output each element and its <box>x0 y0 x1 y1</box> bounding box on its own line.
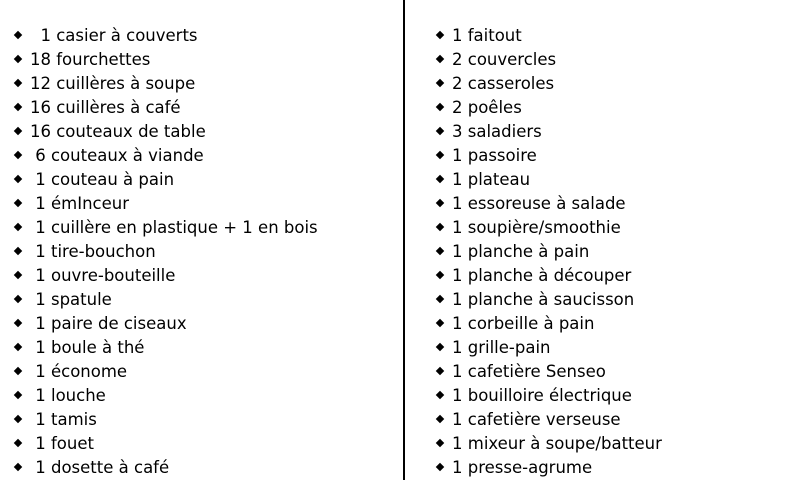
list-item <box>14 23 394 47</box>
diamond-bullet-icon <box>14 343 22 351</box>
list-item <box>436 383 796 407</box>
diamond-bullet-icon <box>436 415 444 423</box>
list-item <box>14 263 394 287</box>
item-label: 1 mixeur à soupe/batteur <box>452 433 662 453</box>
diamond-bullet-icon <box>14 31 22 39</box>
diamond-bullet-icon <box>436 271 444 279</box>
list-item <box>14 191 394 215</box>
item-label: 1 dosette à café <box>30 457 170 477</box>
list-item <box>436 407 796 431</box>
item-label: 12 cuillères à soupe <box>30 73 196 93</box>
item-label: 1 économe <box>30 361 128 381</box>
diamond-bullet-icon <box>436 103 444 111</box>
diamond-bullet-icon <box>14 247 22 255</box>
diamond-bullet-icon <box>436 199 444 207</box>
list-item <box>436 143 796 167</box>
diamond-bullet-icon <box>436 175 444 183</box>
diamond-bullet-icon <box>436 127 444 135</box>
list-item <box>14 383 394 407</box>
item-label: 1 fouet <box>30 433 94 453</box>
item-label: 1 louche <box>30 385 106 405</box>
list-item <box>436 239 796 263</box>
item-label: 1 boule à thé <box>30 337 145 357</box>
list-item <box>14 359 394 383</box>
diamond-bullet-icon <box>436 439 444 447</box>
item-label: 1 planche à saucisson <box>452 289 635 309</box>
list-item <box>436 167 796 191</box>
diamond-bullet-icon <box>14 463 22 471</box>
diamond-bullet-icon <box>14 223 22 231</box>
column-divider <box>403 0 405 480</box>
list-item <box>14 455 394 479</box>
list-item <box>436 287 796 311</box>
list-item <box>436 311 796 335</box>
list-item <box>14 239 394 263</box>
item-label: 6 couteaux à viande <box>30 145 204 165</box>
diamond-bullet-icon <box>436 319 444 327</box>
diamond-bullet-icon <box>436 367 444 375</box>
diamond-bullet-icon <box>14 367 22 375</box>
list-item <box>14 215 394 239</box>
diamond-bullet-icon <box>436 31 444 39</box>
list-item <box>436 215 796 239</box>
item-label: 16 couteaux de table <box>30 121 206 141</box>
list-item <box>436 263 796 287</box>
item-label: 1 paire de ciseaux <box>30 313 187 333</box>
list-item <box>436 119 796 143</box>
item-label: 1 spatule <box>30 289 112 309</box>
item-label: 1 grille-pain <box>452 337 551 357</box>
diamond-bullet-icon <box>436 295 444 303</box>
item-label: 1 plateau <box>452 169 531 189</box>
diamond-bullet-icon <box>14 79 22 87</box>
list-item <box>14 287 394 311</box>
list-item <box>436 335 796 359</box>
item-label: 1 corbeille à pain <box>452 313 595 333</box>
list-item <box>436 95 796 119</box>
diamond-bullet-icon <box>14 55 22 63</box>
item-label: 1 soupière/smoothie <box>452 217 621 237</box>
diamond-bullet-icon <box>14 103 22 111</box>
item-label: 1 bouilloire électrique <box>452 385 632 405</box>
diamond-bullet-icon <box>14 271 22 279</box>
diamond-bullet-icon <box>436 79 444 87</box>
diamond-bullet-icon <box>14 391 22 399</box>
list-item <box>14 431 394 455</box>
item-label: 1 tamis <box>30 409 97 429</box>
list-item <box>14 47 394 71</box>
list-item <box>436 23 796 47</box>
diamond-bullet-icon <box>14 199 22 207</box>
item-label: 1 cafetière verseuse <box>452 409 621 429</box>
item-label: 1 passoire <box>452 145 537 165</box>
diamond-bullet-icon <box>436 463 444 471</box>
item-label: 18 fourchettes <box>30 49 151 69</box>
item-label: 1 émInceur <box>30 193 129 213</box>
diamond-bullet-icon <box>14 175 22 183</box>
diamond-bullet-icon <box>14 295 22 303</box>
item-label: 1 cafetière Senseo <box>452 361 606 381</box>
item-label: 1 essoreuse à salade <box>452 193 626 213</box>
inventory-list-right <box>436 23 796 479</box>
list-item <box>436 359 796 383</box>
item-label: 1 faitout <box>452 25 522 45</box>
list-item <box>14 71 394 95</box>
item-label: 2 casseroles <box>452 73 555 93</box>
diamond-bullet-icon <box>14 127 22 135</box>
diamond-bullet-icon <box>436 391 444 399</box>
diamond-bullet-icon <box>14 151 22 159</box>
diamond-bullet-icon <box>14 319 22 327</box>
list-item <box>14 311 394 335</box>
list-item <box>436 47 796 71</box>
item-label: 1 ouvre-bouteille <box>30 265 176 285</box>
list-item <box>14 335 394 359</box>
diamond-bullet-icon <box>436 343 444 351</box>
item-label: 1 casier à couverts <box>30 25 198 45</box>
diamond-bullet-icon <box>436 247 444 255</box>
item-label: 3 saladiers <box>452 121 542 141</box>
item-label: 16 cuillères à café <box>30 97 181 117</box>
list-item <box>436 431 796 455</box>
diamond-bullet-icon <box>436 55 444 63</box>
item-label: 1 tire-bouchon <box>30 241 156 261</box>
item-label: 1 planche à pain <box>452 241 590 261</box>
item-label: 2 couvercles <box>452 49 557 69</box>
item-label: 2 poêles <box>452 97 522 117</box>
item-label: 1 couteau à pain <box>30 169 175 189</box>
list-item <box>14 119 394 143</box>
list-item <box>14 407 394 431</box>
list-item <box>436 71 796 95</box>
item-label: 1 planche à découper <box>452 265 632 285</box>
item-label: 1 cuillère en plastique + 1 en bois <box>30 217 318 237</box>
list-item <box>14 143 394 167</box>
diamond-bullet-icon <box>14 415 22 423</box>
inventory-list-left <box>14 23 394 479</box>
diamond-bullet-icon <box>436 223 444 231</box>
list-item <box>14 167 394 191</box>
diamond-bullet-icon <box>14 439 22 447</box>
list-item <box>436 191 796 215</box>
list-item <box>14 95 394 119</box>
list-item <box>436 455 796 479</box>
item-label: 1 presse-agrume <box>452 457 593 477</box>
diamond-bullet-icon <box>436 151 444 159</box>
